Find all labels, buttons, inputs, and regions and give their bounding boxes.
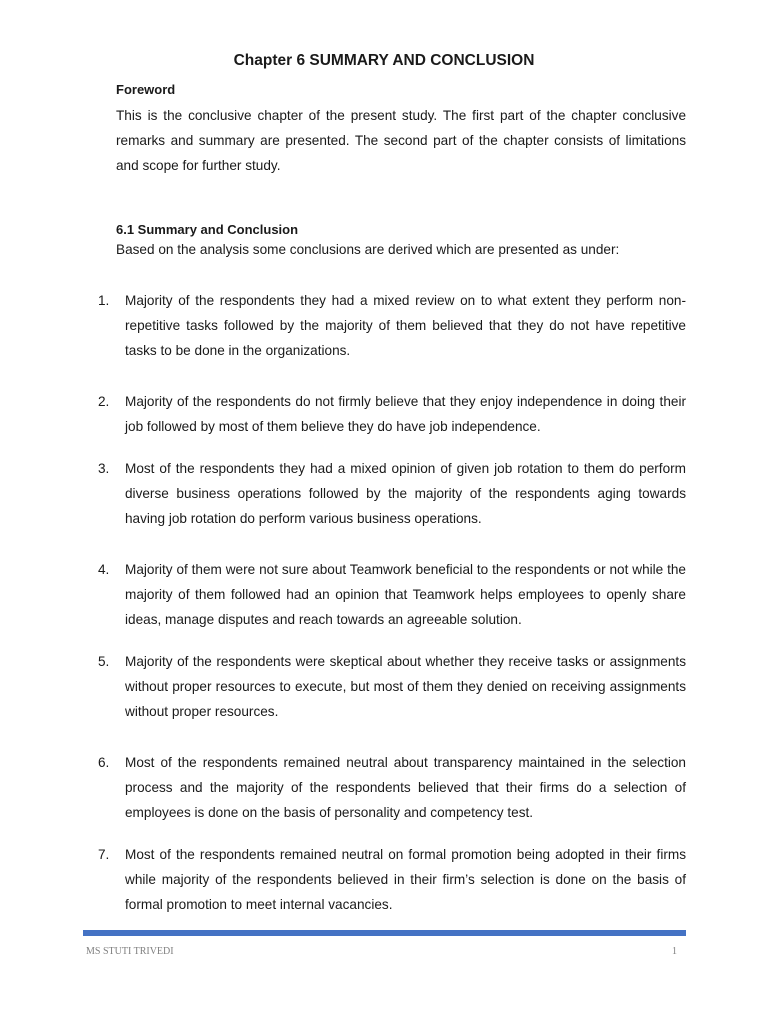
list-item-text: Majority of them were not sure about Teamwork beneficial to the respondents or not while the majority of them followed had an opinion that Teamwork helps employees to openly share ideas, manage disputes and reach towards an agreeable solution.: [125, 562, 686, 627]
foreword-paragraph: This is the conclusive chapter of the present study. The first part of the chapter conclusive remarks and summary are presented. The second part of the chapter consists of limitations and scope for further study.: [116, 108, 686, 173]
section-intro: Based on the analysis some conclusions are derived which are presented as under:: [116, 242, 620, 257]
list-item-number: 6.: [98, 755, 110, 770]
list-item: [98, 649, 686, 724]
section-heading: 6.1 Summary and Conclusion: [116, 222, 299, 237]
list-item-number: 5.: [98, 654, 110, 669]
footer-divider: [83, 930, 686, 936]
chapter-title: Chapter 6 SUMMARY AND CONCLUSION: [233, 52, 535, 69]
list-item-text: Most of the respondents they had a mixed opinion of given job rotation to them do perform diverse business operations followed by the majority of the respondents aging towards having job rotation do perform various business operations.: [125, 461, 686, 526]
list-item-text: Majority of the respondents were skeptical about whether they receive tasks or assignments without proper resources to execute, but most of them they denied on receiving assignments without proper resources.: [125, 654, 686, 719]
list-item: [98, 288, 686, 363]
list-item-text: Majority of the respondents they had a mixed review on to what extent they perform non-repetitive tasks followed by the majority of them believed that they do not have repetitive tasks to be done in the organizations.: [125, 293, 686, 358]
list-item-text: Most of the respondents remained neutral on formal promotion being adopted in their firms while majority of the respondents believed in their firm’s selection is done on the basis of formal promotion to meet internal vacancies.: [125, 847, 686, 912]
list-item: [98, 750, 686, 825]
list-item-number: 7.: [98, 847, 110, 862]
list-item-text: Majority of the respondents do not firmly believe that they enjoy independence in doing their job followed by most of them believe they do have job independence.: [125, 394, 686, 434]
list-item-number: 1.: [98, 293, 110, 308]
list-item: [98, 842, 686, 917]
list-item-number: 3.: [98, 461, 110, 476]
list-item: [98, 557, 686, 632]
foreword-heading: Foreword: [116, 82, 176, 97]
footer-page-number: 1: [672, 946, 677, 957]
list-item: [98, 456, 686, 531]
list-item-text: Most of the respondents remained neutral about transparency maintained in the selection process and the majority of the respondents believed that their firms do a selection of employees is done on the basis of personality and competency test.: [125, 755, 686, 820]
list-item-number: 4.: [98, 562, 110, 577]
list-item-number: 2.: [98, 394, 110, 409]
footer-author: MS STUTI TRIVEDI: [86, 946, 174, 957]
list-item: [98, 389, 686, 439]
